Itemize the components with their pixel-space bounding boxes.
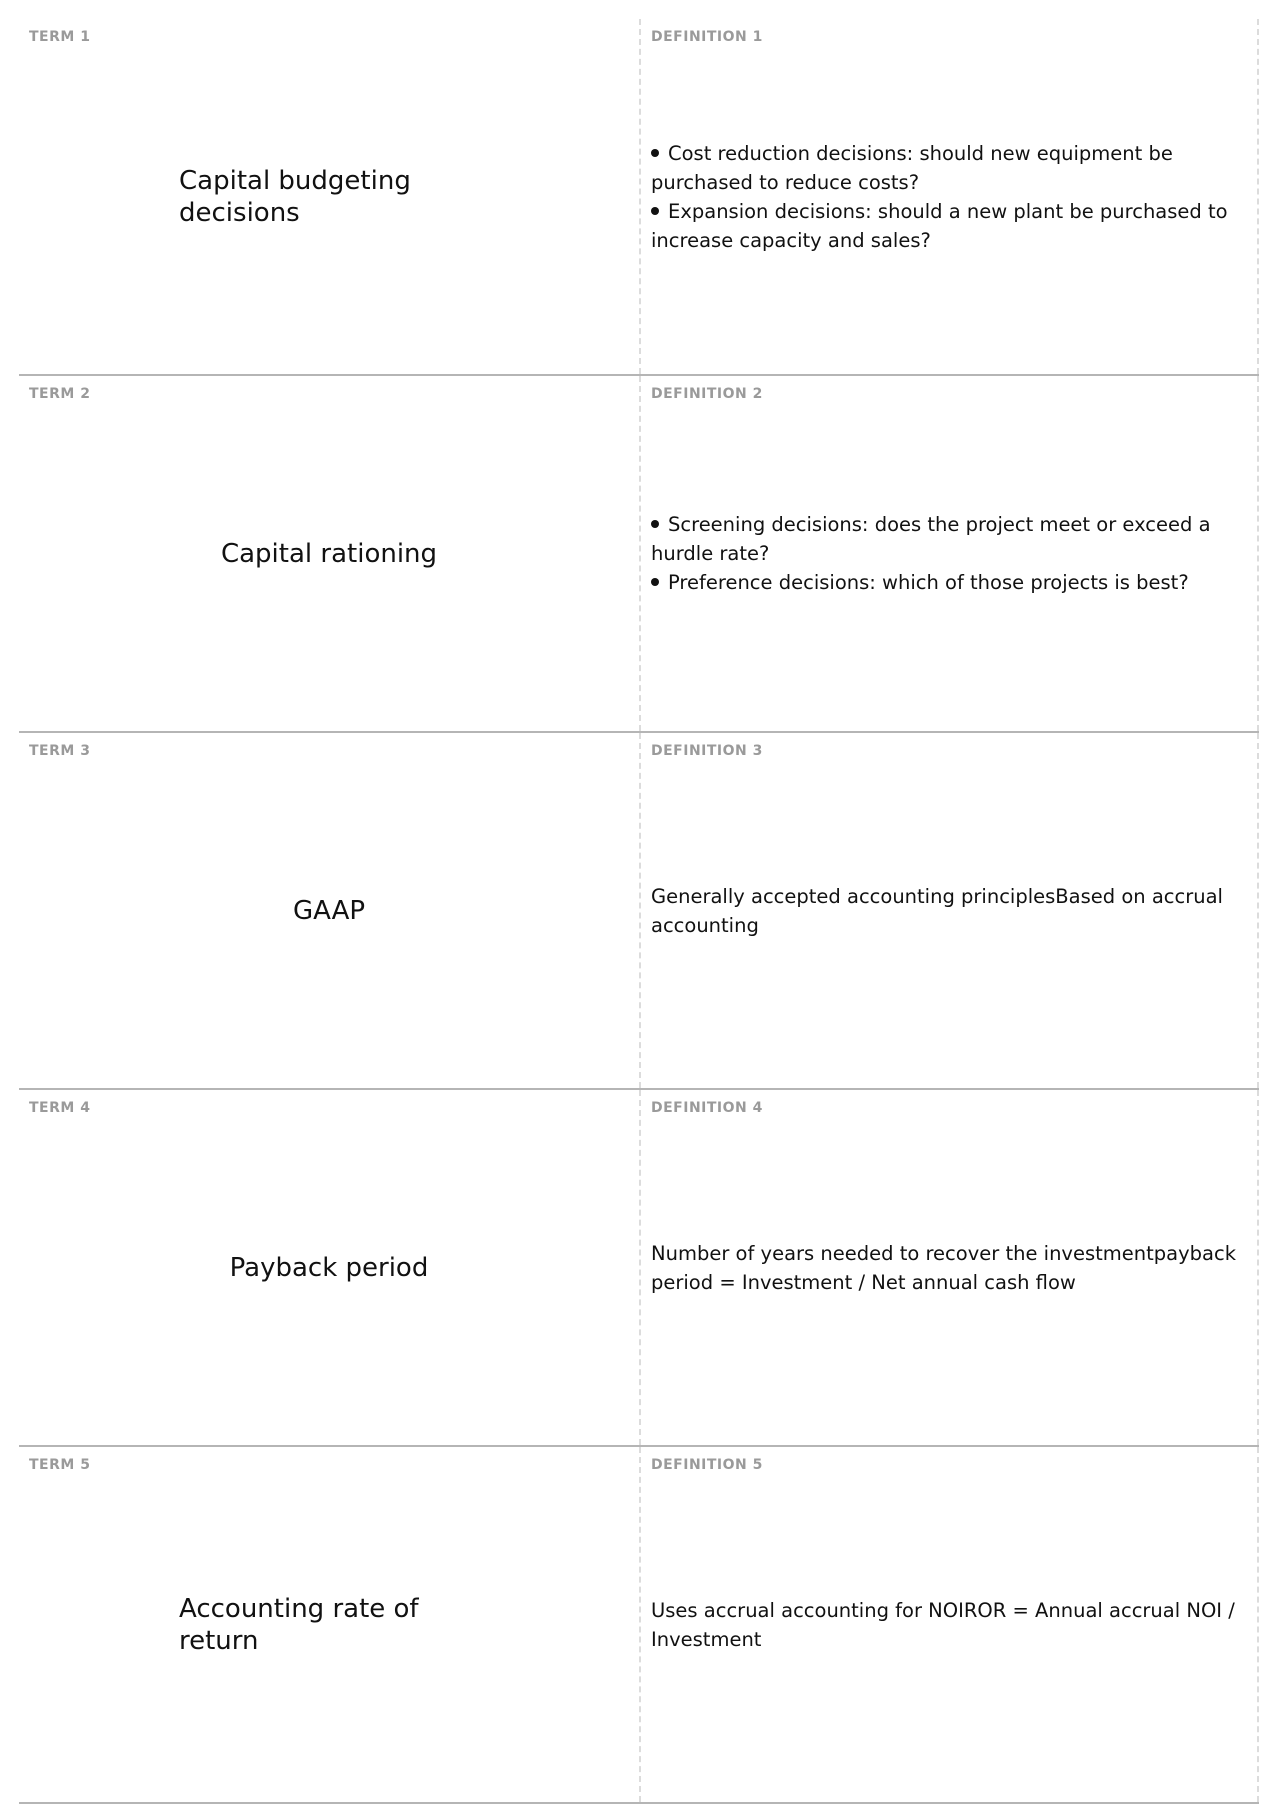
definition-list-item: Screening decisions: does the project meet or exceed a hurdle rate? bbox=[651, 513, 1211, 565]
definition-body bbox=[651, 376, 1239, 731]
bullet-icon bbox=[651, 578, 659, 586]
term-text: Accounting rate of return bbox=[179, 1593, 419, 1656]
definition-cell bbox=[641, 1090, 1259, 1445]
definition-body bbox=[651, 1447, 1239, 1802]
definition-body bbox=[651, 733, 1239, 1088]
definition-text: Number of years needed to recover the investmentpayback period = Investment / Net annual cash flow bbox=[651, 1241, 1236, 1294]
term-text: GAAP bbox=[292, 895, 366, 926]
flashcard-row bbox=[19, 1447, 1259, 1804]
definition-list bbox=[651, 510, 1239, 597]
term-cell bbox=[19, 376, 641, 731]
term-text: Capital budgeting decisions bbox=[179, 165, 411, 228]
term-label: TERM 2 bbox=[29, 386, 91, 402]
term-cell bbox=[19, 1447, 641, 1802]
term-text: Payback period bbox=[229, 1252, 429, 1283]
flashcard-row bbox=[19, 1090, 1259, 1447]
term-label: TERM 5 bbox=[29, 1457, 91, 1473]
bullet-icon bbox=[651, 520, 659, 528]
term-cell bbox=[19, 19, 641, 374]
definition-list-item: Cost reduction decisions: should new equipment be purchased to reduce costs? bbox=[651, 141, 1173, 194]
flashcard-row bbox=[19, 19, 1259, 376]
definition-cell bbox=[641, 376, 1259, 731]
definition-list-item: Expansion decisions: should a new plant be purchased to increase capacity and sales? bbox=[651, 199, 1228, 252]
term-cell bbox=[19, 733, 641, 1088]
definition-label: DEFINITION 4 bbox=[651, 1100, 763, 1116]
bullet-icon bbox=[651, 207, 659, 215]
term-label: TERM 1 bbox=[29, 29, 91, 45]
definition-cell bbox=[641, 1447, 1259, 1802]
definition-label: DEFINITION 5 bbox=[651, 1457, 763, 1473]
definition-label: DEFINITION 1 bbox=[651, 29, 763, 45]
term-label: TERM 3 bbox=[29, 743, 91, 759]
definition-body bbox=[651, 1090, 1239, 1445]
flashcard-sheet bbox=[19, 19, 1259, 1804]
definition-label: DEFINITION 3 bbox=[651, 743, 763, 759]
definition-text: Generally accepted accounting principlesBased on accrual accounting bbox=[651, 884, 1223, 937]
flashcard-row bbox=[19, 376, 1259, 733]
definition-cell bbox=[641, 733, 1259, 1088]
bullet-icon bbox=[651, 149, 659, 157]
definition-cell bbox=[641, 19, 1259, 374]
flashcard-row bbox=[19, 733, 1259, 1090]
definition-list bbox=[651, 139, 1239, 255]
definition-list-item: Preference decisions: which of those projects is best? bbox=[651, 568, 1239, 597]
definition-body bbox=[651, 19, 1239, 374]
term-cell bbox=[19, 1090, 641, 1445]
definition-text: Uses accrual accounting for NOIROR = Annual accrual NOI / Investment bbox=[651, 1598, 1235, 1651]
term-label: TERM 4 bbox=[29, 1100, 91, 1116]
term-text: Capital rationing bbox=[220, 538, 438, 569]
definition-label: DEFINITION 2 bbox=[651, 386, 763, 402]
